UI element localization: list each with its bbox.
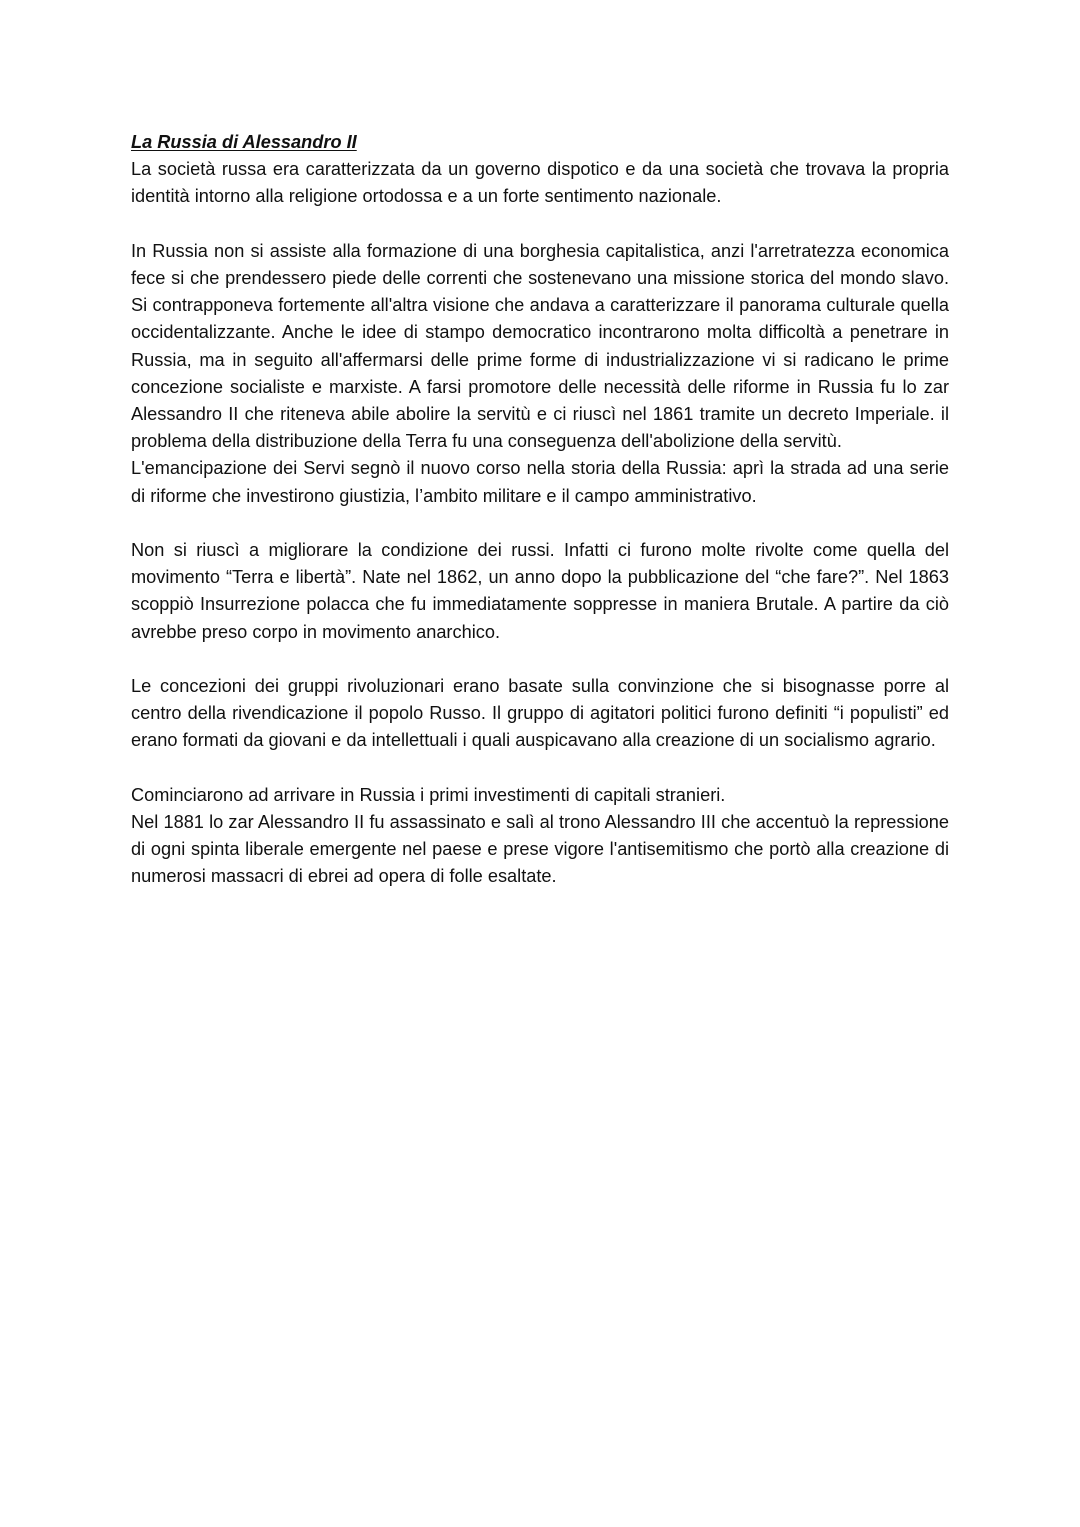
paragraph-intro: La società russa era caratterizzata da un governo dispotico e da una società che trovava la propria identità intorno alla religione ortodossa e a un forte sentimento nazionale.	[131, 159, 949, 207]
document-title: La Russia di Alessandro II	[131, 132, 357, 152]
paragraph-populisti: Le concezioni dei gruppi rivoluzionari erano basate sulla convinzione che si bisognasse porre al centro della rivendicazione il popolo Russo. Il gruppo di agitatori politici furono definiti “i populisti” ed erano formati da giovani e da intellettuali i quali auspicavano alla creazione di un socialismo agrario.	[131, 676, 949, 751]
paragraph-rivolte: Non si riuscì a migliorare la condizione dei russi. Infatti ci furono molte rivolte come quella del movimento “Terra e libertà”. Nate nel 1862, un anno dopo la pubblicazione del “che fare?”. Nel 1863 scoppiò Insurrezione polacca che fu immediatamente soppresse in maniera Brutale. A partire da ciò avrebbe preso corpo in movimento anarchico.	[131, 540, 949, 642]
paragraph-alessandro-iii: Nel 1881 lo zar Alessandro II fu assassinato e salì al trono Alessandro III che accentuò la repressione di ogni spinta liberale emergente nel paese e prese vigore l'antisemitismo che portò alla creazione di numerosi massacri di ebrei ad opera di folle esaltate.	[131, 812, 949, 887]
paragraph-emancipazione: L'emancipazione dei Servi segnò il nuovo corso nella storia della Russia: aprì la strada ad una serie di riforme che investirono giustizia, l’ambito militare e il campo amministrativo.	[131, 458, 949, 506]
document-page	[131, 129, 949, 891]
paragraph-borghesia: In Russia non si assiste alla formazione di una borghesia capitalistica, anzi l'arretratezza economica fece si che prendessero piede delle correnti che sostenevano una missione storica del mondo slavo. Si contrapponeva fortemente all'altra visione che andava a caratterizzare il panorama culturale quella occidentalizzante. Anche le idee di stampo democratico incontrarono molta difficoltà a penetrare in Russia, ma in seguito all'affermarsi delle prime forme di industrializzazione vi si radicano le prime concezione socialiste e marxiste. A farsi promotore delle necessità delle riforme in Russia fu lo zar Alessandro II che riteneva abile abolire la servitù e ci riuscì nel 1861 tramite un decreto Imperiale. il problema della distribuzione della Terra fu una conseguenza dell'abolizione della servitù.	[131, 240, 949, 452]
paragraph-investimenti: Cominciarono ad arrivare in Russia i primi investimenti di capitali stranieri.	[131, 784, 726, 805]
